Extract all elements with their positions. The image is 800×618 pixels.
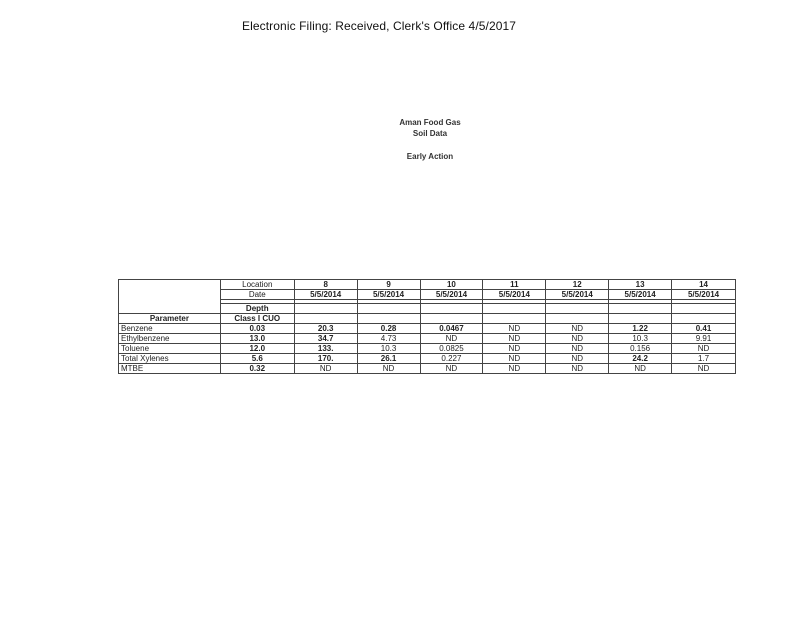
result-cell: ND <box>546 364 609 374</box>
result-cell: 0.156 <box>609 344 672 354</box>
result-cell: ND <box>357 364 420 374</box>
location-cell: 10 <box>420 280 483 290</box>
blank-cell <box>357 314 420 324</box>
class-cuo-value: 5.6 <box>220 354 294 364</box>
result-cell: 1.22 <box>609 324 672 334</box>
location-cell: 8 <box>294 280 357 290</box>
blank-cell <box>609 314 672 324</box>
date-cell: 5/5/2014 <box>609 290 672 300</box>
table-row <box>119 334 736 344</box>
parameter-name: Ethylbenzene <box>119 334 221 344</box>
result-cell: ND <box>483 344 546 354</box>
result-cell: 0.0825 <box>420 344 483 354</box>
table-row-date <box>119 290 736 300</box>
date-cell: 5/5/2014 <box>483 290 546 300</box>
result-cell: 34.7 <box>294 334 357 344</box>
result-cell: 26.1 <box>357 354 420 364</box>
class-cuo-value: 0.32 <box>220 364 294 374</box>
result-cell: ND <box>609 364 672 374</box>
table-row-location <box>119 280 736 290</box>
table-row <box>119 324 736 334</box>
result-cell: 4.73 <box>357 334 420 344</box>
result-cell: ND <box>483 324 546 334</box>
class-cuo-value: 12.0 <box>220 344 294 354</box>
filing-stamp: Electronic Filing: Received, Clerk's Office 4/5/2017 <box>242 19 517 33</box>
class-cuo-value: 0.03 <box>220 324 294 334</box>
result-cell: 0.41 <box>672 324 736 334</box>
result-cell: ND <box>420 364 483 374</box>
class-cuo-value: 13.0 <box>220 334 294 344</box>
result-cell: 10.3 <box>609 334 672 344</box>
blank-cell <box>672 314 736 324</box>
result-cell: ND <box>546 344 609 354</box>
blank-cell <box>420 314 483 324</box>
parameter-name: Toluene <box>119 344 221 354</box>
result-cell: ND <box>483 354 546 364</box>
blank-cell <box>357 304 420 314</box>
blank-cell <box>119 280 221 290</box>
result-cell: ND <box>483 364 546 374</box>
blank-cell <box>483 304 546 314</box>
location-cell: 12 <box>546 280 609 290</box>
table-row <box>119 364 736 374</box>
result-cell: 9.91 <box>672 334 736 344</box>
result-cell: ND <box>672 344 736 354</box>
result-cell: ND <box>546 324 609 334</box>
result-cell: 24.2 <box>609 354 672 364</box>
blank-cell <box>119 290 221 300</box>
table-row <box>119 344 736 354</box>
date-cell: 5/5/2014 <box>672 290 736 300</box>
row-label-depth: Depth <box>220 304 294 314</box>
result-cell: 0.28 <box>357 324 420 334</box>
title-line-2: Soil Data <box>412 129 448 138</box>
result-cell: 170. <box>294 354 357 364</box>
result-cell: ND <box>294 364 357 374</box>
date-cell: 5/5/2014 <box>420 290 483 300</box>
blank-cell <box>672 304 736 314</box>
parameter-name: Total Xylenes <box>119 354 221 364</box>
table-row-depth <box>119 304 736 314</box>
blank-cell <box>546 304 609 314</box>
location-cell: 11 <box>483 280 546 290</box>
result-cell: ND <box>546 354 609 364</box>
result-cell: 1.7 <box>672 354 736 364</box>
blank-cell <box>483 314 546 324</box>
result-cell: ND <box>546 334 609 344</box>
title-line-1: Aman Food Gas <box>399 118 461 127</box>
blank-cell <box>294 314 357 324</box>
result-cell: 10.3 <box>357 344 420 354</box>
date-cell: 5/5/2014 <box>546 290 609 300</box>
parameter-header: Parameter <box>119 314 221 324</box>
result-cell: 0.0467 <box>420 324 483 334</box>
location-cell: 13 <box>609 280 672 290</box>
date-cell: 5/5/2014 <box>294 290 357 300</box>
date-cell: 5/5/2014 <box>357 290 420 300</box>
blank-cell <box>119 304 221 314</box>
location-cell: 9 <box>357 280 420 290</box>
result-cell: ND <box>672 364 736 374</box>
class-cuo-header: Class I CUO <box>220 314 294 324</box>
row-label-date: Date <box>220 290 294 300</box>
blank-cell <box>420 304 483 314</box>
result-cell: 0.227 <box>420 354 483 364</box>
parameter-name: MTBE <box>119 364 221 374</box>
result-cell: 20.3 <box>294 324 357 334</box>
soil-data-table <box>118 279 736 374</box>
location-cell: 14 <box>672 280 736 290</box>
blank-cell <box>294 304 357 314</box>
title-line-3: Early Action <box>406 152 454 161</box>
table-row-parameter-header <box>119 314 736 324</box>
result-cell: ND <box>483 334 546 344</box>
parameter-name: Benzene <box>119 324 221 334</box>
blank-cell <box>546 314 609 324</box>
result-cell: 133. <box>294 344 357 354</box>
table-row <box>119 354 736 364</box>
row-label-location: Location <box>220 280 294 290</box>
result-cell: ND <box>420 334 483 344</box>
blank-cell <box>609 304 672 314</box>
